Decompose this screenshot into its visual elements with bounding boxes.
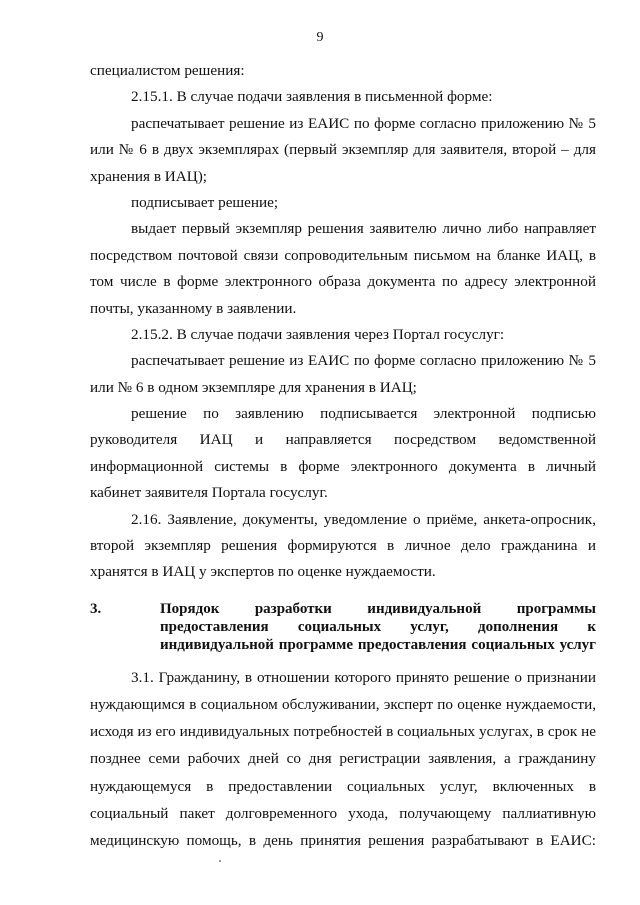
text-line: распечатывает решение из ЕАИС по форме согласно приложению № 5 bbox=[131, 352, 596, 370]
clause-2-15-2: 2.15.2. В случае подачи заявления через Портал госуслуг: bbox=[131, 325, 505, 343]
section-3-heading bbox=[90, 600, 596, 654]
section-3-text bbox=[90, 664, 596, 854]
text-line: решение по заявлению подписывается электронной подписью bbox=[131, 405, 596, 423]
heading-line: индивидуальной программе предоставления социальных услуг bbox=[160, 636, 596, 653]
text-line: нуждающемуся в предоставлении социальных услуг, включенных в bbox=[90, 777, 596, 795]
text-line: том числе в форме электронного образа документа по адресу электронной bbox=[90, 273, 596, 291]
text-line: исходя из его индивидуальных потребностей в социальных услугах, в срок не bbox=[90, 723, 596, 741]
text-line: информационной системы в форме электронного документа в личный bbox=[90, 457, 596, 475]
document-body bbox=[90, 58, 596, 854]
text-line: кабинет заявителя Портала госуслуг. bbox=[90, 484, 328, 502]
text-line: распечатывает решение из ЕАИС по форме согласно приложению № 5 bbox=[131, 114, 596, 132]
text-line: хранятся в ИАЦ у экспертов по оценке нуждаемости. bbox=[90, 563, 436, 581]
text-line: нуждающимся в социальном обслуживании, эксперт по оценке нуждаемости, bbox=[90, 696, 596, 713]
clause-2-15-1: 2.15.1. В случае подачи заявления в письменной форме: bbox=[131, 88, 493, 106]
text-line: посредством почтовой связи сопроводительным письмом на бланке ИАЦ, в bbox=[90, 246, 596, 264]
heading-line: предоставления социальных услуг, дополнения к bbox=[160, 618, 596, 635]
section-2-text bbox=[90, 58, 596, 586]
text-line: хранения в ИАЦ); bbox=[90, 167, 207, 185]
clause-2-16: 2.16. Заявление, документы, уведомление о приёме, анкета-опросник, bbox=[131, 510, 596, 528]
text-line: руководителя ИАЦ и направляется посредством ведомственной bbox=[90, 431, 596, 449]
text-line: почты, указанному в заявлении. bbox=[90, 299, 297, 317]
scan-speck bbox=[219, 860, 221, 862]
clause-3-1: 3.1. Гражданину, в отношении которого принято решение о признании bbox=[131, 668, 596, 686]
text-line: медицинскую помощь, в день принятия решения разрабатывают в ЕАИС: bbox=[90, 831, 596, 849]
text-line: второй экземпляр решения формируются в личное дело гражданина и bbox=[90, 537, 596, 555]
section-number: 3. bbox=[90, 600, 102, 617]
heading-line: Порядок разработки индивидуальной программы bbox=[160, 600, 596, 617]
page-number: 9 bbox=[316, 30, 324, 45]
text-line: специалистом решения: bbox=[90, 62, 245, 79]
text-line: позднее семи рабочих дней со дня регистрации заявления, а гражданину bbox=[90, 750, 596, 768]
text-line: социальный пакет долговременного ухода, получающему паллиативную bbox=[90, 804, 596, 822]
text-line: или № 6 в одном экземпляре для хранения в ИАЦ; bbox=[90, 378, 417, 396]
text-line: или № 6 в двух экземплярах (первый экземпляр для заявителя, второй – для bbox=[90, 141, 596, 159]
text-line: подписывает решение; bbox=[131, 193, 279, 211]
text-line: выдает первый экземпляр решения заявителю лично либо направляет bbox=[131, 220, 596, 238]
